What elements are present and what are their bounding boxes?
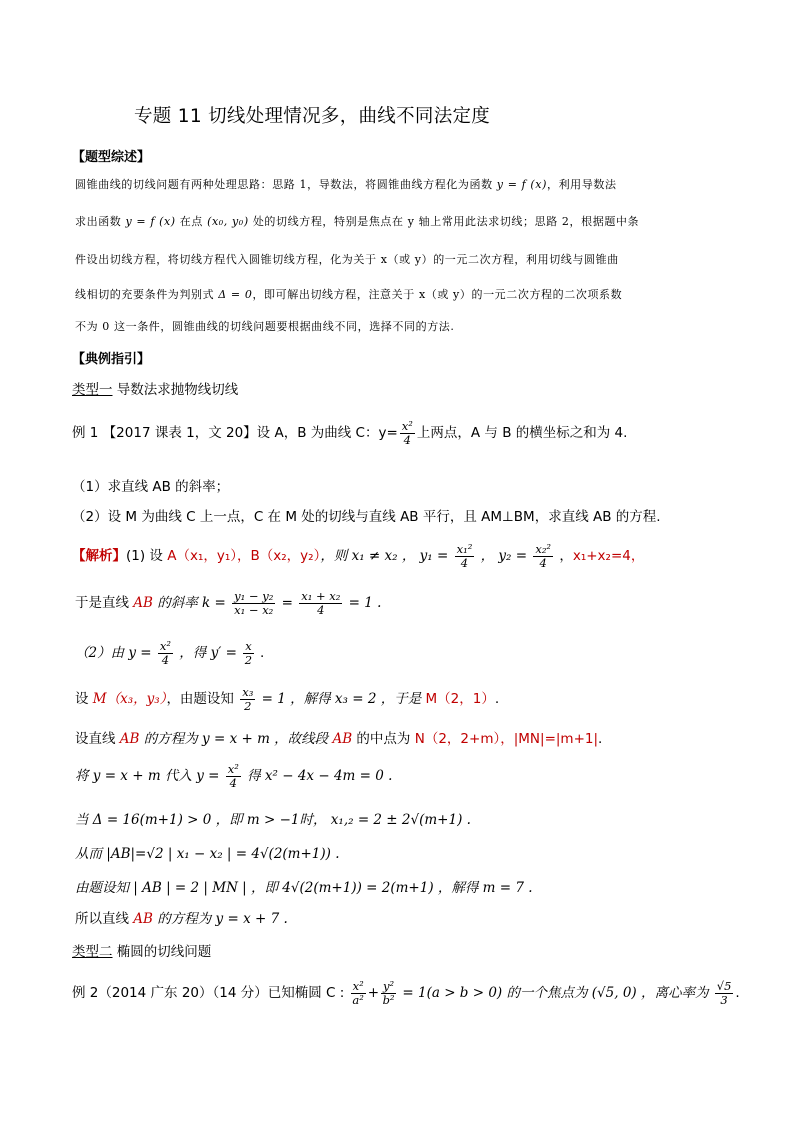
overview-text: ，即可解出切线方程，注意关于 x（或 y）的一元二次方程的二次项系数 (252, 288, 623, 301)
type-label: 类型二 (72, 944, 113, 960)
fraction: $\frac{\text{x²}}{\text{a²}}$ (352, 979, 364, 1007)
overview-line-1 (75, 176, 617, 192)
solution-line-2: 于是直线 AB 的斜率 k = $\frac{\text{y₁ − y₂}}{\text{x₁ − x₂}}$ = $\frac{\text{x₁ + x₂}}{4}$ = 1 . (75, 589, 382, 617)
overview-text: 在点 (175, 215, 208, 228)
fraction: $\frac{√5}{3}$ (716, 979, 732, 1007)
fraction: $\frac{\text{y²}}{\text{b²}}$ (382, 979, 395, 1007)
example-text: 上两点，A 与 B 的横坐标之和为 4. (416, 425, 628, 442)
fraction: $\frac{\text{x²}}{4}$ (401, 419, 413, 447)
solution-line-5: 设直线 AB 的方程为 y = x + m ，故线段 AB 的中点为 N（2，2+m），|MN|=|m+1|. (75, 731, 603, 747)
fraction: $\frac{\text{x₁ + x₂}}{4}$ (301, 589, 341, 617)
solution-line-3: （2）由 y = $\frac{\text{x²}}{4}$ ，得 y′ = $\frac{x}{2}$ . (75, 639, 265, 667)
fraction: $\frac{\text{x²}}{4}$ (159, 639, 172, 667)
solution-line-7: 当 Δ = 16(m+1) > 0 ，即 m > −1时， x₁,₂ = 2 ± 2√(m+1) . (75, 812, 471, 828)
overview-text: ，利用导数法 (546, 178, 617, 191)
example-1-prompt (72, 420, 627, 446)
page-title: 专题 11 切线处理情况多，曲线不同法定度 (134, 106, 491, 127)
solution-line-10: 所以直线 AB 的方程为 y = x + 7 . (75, 911, 288, 927)
overview-line-3: 件设出切线方程，将切线方程代入圆锥切线方程，化为关于 x（或 y）的一元二次方程，利用切线与圆锥曲 (75, 253, 619, 266)
section-heading-overview: 【题型综述】 (72, 150, 151, 165)
section-heading-examples: 【典例指引】 (72, 352, 151, 367)
overview-line-4 (75, 286, 622, 302)
solution-line-4: 设 M（x₃，y₃），由题设知 $\frac{\text{x₃}}{2}$ = 1 ，解得 x₃ = 2 ，于是 M（2，1）. (75, 685, 500, 713)
formula-y-fx: y = f (x) (496, 178, 547, 191)
type-one-heading (72, 378, 238, 398)
overview-text: 处的切线方程，特别是焦点在 y 轴上常用此法求切线；思路 2，根据题中条 (248, 215, 640, 228)
overview-line-2 (75, 213, 639, 229)
solution-line-8: 从而 |AB|=√2 | x₁ − x₂ | = 4√(2(m+1)) . (75, 846, 340, 862)
solution-line-1: 【解析】(1) 设 A（x₁，y₁），B（x₂，y₂），则 x₁ ≠ x₂ ， y₁ = $\frac{\text{x₁²}}{4}$ ， y₂ = $\frac{\text{x₂²}}{4}$ ，x₁+x₂=4， (72, 542, 645, 570)
fraction: $\frac{\text{x₂²}}{4}$ (535, 542, 552, 570)
solution-line-6: 将 y = x + m 代入 y = $\frac{\text{x²}}{4}$ 得 x² − 4x − 4m = 0 . (75, 762, 393, 790)
example-text: 例 1 【2017 课表 1，文 20】设 A，B 为曲线 C：y= (72, 425, 398, 442)
formula-y-fx: y = f (x) (125, 215, 176, 228)
overview-text: 圆锥曲线的切线问题有两种处理思路：思路 1，导数法，将圆锥曲线方程化为函数 (75, 178, 497, 191)
fraction: $\frac{\text{y₁ − y₂}}{\text{x₁ − x₂}}$ (234, 589, 274, 617)
example-1-question-1: （1）求直线 AB 的斜率； (72, 479, 230, 495)
overview-line-5: 不为 0 这一条件，圆锥曲线的切线问题要根据曲线不同，选择不同的方法. (75, 320, 455, 333)
example-1-question-2: （2）设 M 为曲线 C 上一点，C 在 M 处的切线与直线 AB 平行，且 AM⊥BM，求直线 AB 的方程. (72, 509, 661, 525)
fraction: $\frac{x}{2}$ (244, 639, 253, 667)
type-title: 导数法求抛物线切线 (112, 382, 239, 398)
type-title: 椭圆的切线问题 (112, 944, 212, 960)
fraction: $\frac{\text{x₁²}}{4}$ (456, 542, 473, 570)
type-two-heading (72, 940, 211, 960)
overview-text: 线相切的充要条件为判别式 (75, 288, 219, 301)
solution-tag: 【解析】 (72, 548, 126, 565)
fraction: $\frac{\text{x²}}{4}$ (227, 762, 239, 790)
overview-text: 求出函数 (75, 215, 126, 228)
fraction: $\frac{\text{x₃}}{2}$ (242, 685, 254, 713)
example-2-prompt: 例 2（2014 广东 20）（14 分）已知椭圆 C : $\frac{\text{x²}}{\text{a²}}$ + $\frac{\text{y²}}{\text{b²}}$ = 1(a > b > 0) 的一个焦点为 (√5, 0) ，离心率为 $\frac{√5}{3}$ . (72, 979, 740, 1007)
formula-delta: Δ = 0 (218, 288, 253, 301)
type-label: 类型一 (72, 382, 113, 398)
formula-point: (x₀, y₀) (207, 215, 249, 228)
solution-line-9: 由题设知 | AB | = 2 | MN | ，即 4√(2(m+1)) = 2(m+1) ，解得 m = 7 . (75, 880, 533, 896)
